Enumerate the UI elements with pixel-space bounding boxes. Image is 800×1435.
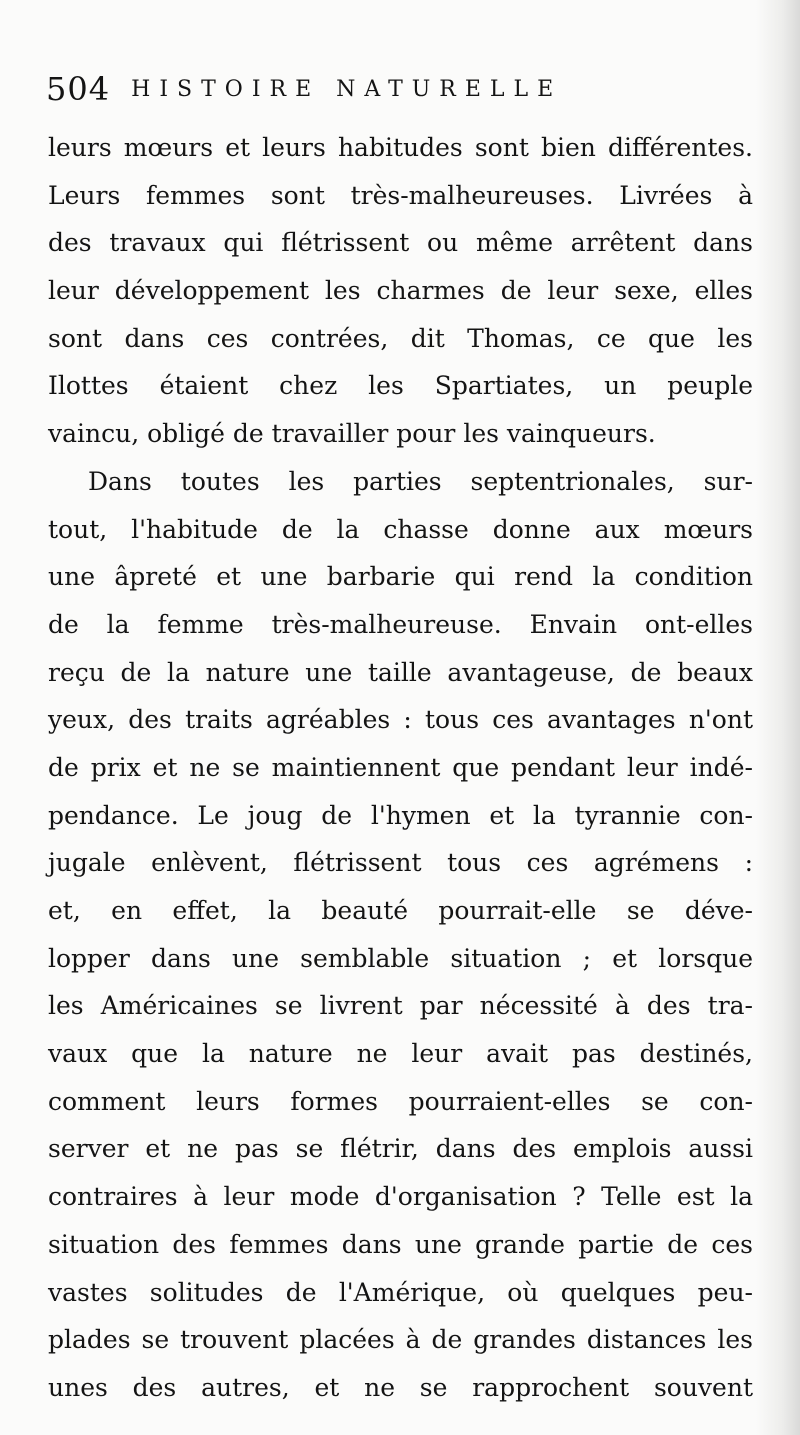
- text-line: lopper dans une semblable situation ; et lorsque: [48, 943, 753, 973]
- text-line: plades se trouvent placées à de grandes distances les: [48, 1325, 753, 1355]
- text-line: yeux, des traits agréables : tous ces avantages n'ont: [48, 705, 753, 735]
- text-line: vastes solitudes de l'Amérique, où quelques peu-: [48, 1277, 753, 1307]
- text-line: comment leurs formes pourraient-elles se con-: [48, 1086, 753, 1116]
- text-line: jugale enlèvent, flétrissent tous ces agrémens :: [48, 848, 753, 878]
- text-line: situation des femmes dans une grande partie de ces: [48, 1229, 753, 1259]
- text-line: pendance. Le joug de l'hymen et la tyrannie con-: [48, 800, 753, 830]
- text-line: vaincu, obligé de travailler pour les vainqueurs.: [48, 419, 656, 449]
- text-line: reçu de la nature une taille avantageuse, de beaux: [48, 657, 753, 687]
- text-line: de la femme très-malheureuse. Envain ont-elles: [48, 609, 753, 639]
- text-line: une âpreté et une barbarie qui rend la condition: [48, 562, 753, 592]
- page-header: [46, 70, 686, 114]
- running-head: HISTOIRE NATURELLE: [131, 77, 563, 102]
- body-text: [48, 124, 753, 1412]
- text-line: les Américaines se livrent par nécessité à des tra-: [48, 991, 753, 1021]
- text-line: Leurs femmes sont très-malheureuses. Livrées à: [48, 180, 753, 210]
- text-line: vaux que la nature ne leur avait pas destinés,: [48, 1039, 753, 1069]
- paragraph-start-line: Dans toutes les parties septentrionales, sur-: [88, 466, 753, 496]
- text-line: sont dans ces contrées, dit Thomas, ce que les: [48, 323, 753, 353]
- text-line: de prix et ne se maintiennent que pendant leur indé-: [48, 752, 753, 782]
- text-line: tout, l'habitude de la chasse donne aux mœurs: [48, 514, 753, 544]
- text-line: des travaux qui flétrissent ou même arrêtent dans: [48, 228, 753, 258]
- text-line: unes des autres, et ne se rapprochent souvent: [48, 1372, 753, 1402]
- page-edge-shadow: [756, 0, 800, 1435]
- text-line: Ilottes étaient chez les Spartiates, un peuple: [48, 371, 753, 401]
- page-number: 504: [46, 70, 111, 108]
- text-line: leurs mœurs et leurs habitudes sont bien différentes.: [48, 133, 753, 162]
- text-line: server et ne pas se flétrir, dans des emplois aussi: [48, 1134, 753, 1164]
- text-line: contraires à leur mode d'organisation ? Telle est la: [48, 1182, 753, 1212]
- text-line: leur développement les charmes de leur sexe, elles: [48, 276, 753, 306]
- text-line: et, en effet, la beauté pourrait-elle se déve-: [48, 896, 753, 925]
